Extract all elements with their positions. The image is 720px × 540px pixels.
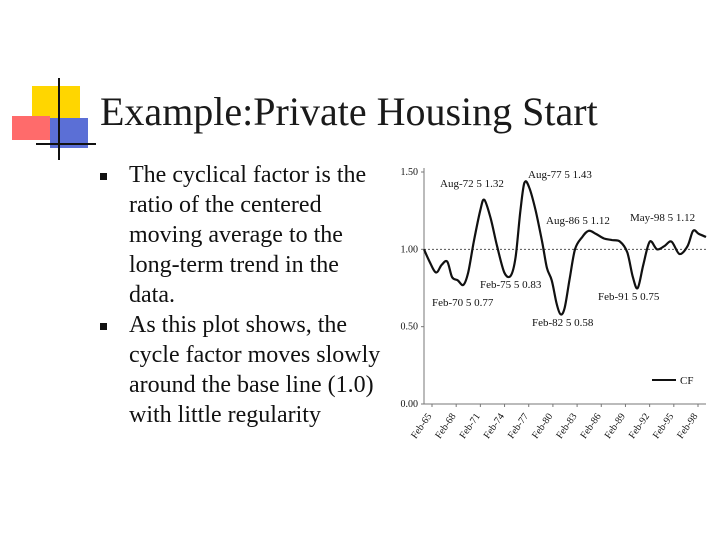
bullet-text: As this plot shows, the cycle factor moves slowly around the base line (1.0) with little regularity (129, 312, 381, 428)
x-tick-label: Feb-77 (505, 411, 532, 441)
x-tick-labels (409, 404, 700, 441)
x-tick-label: Feb-92 (626, 411, 653, 441)
y-tick-label: 0.50 (400, 321, 418, 333)
x-tick-label: Feb-74 (481, 411, 508, 441)
x-tick-label: Feb-83 (554, 411, 580, 441)
annotation-label: Feb-70 5 0.77 (432, 297, 494, 309)
chart-legend (652, 375, 693, 387)
annotation-label: Feb-75 5 0.83 (480, 279, 542, 291)
x-tick-label: Feb-68 (433, 411, 459, 441)
bullet-square-icon (100, 323, 107, 330)
annotation-label: Aug-77 5 1.43 (528, 169, 592, 181)
annotation-label: Aug-86 5 1.12 (546, 215, 610, 227)
x-tick-label: Feb-65 (409, 411, 435, 441)
x-tick-label: Feb-71 (457, 411, 483, 441)
y-tick-label: 1.50 (400, 167, 418, 178)
y-tick-label: 0.00 (400, 399, 418, 410)
decor-red-square (12, 116, 50, 140)
decor-vertical-line (58, 78, 60, 160)
cyclical-factor-chart (388, 158, 718, 458)
x-tick-label: Feb-86 (578, 411, 604, 441)
legend-label: CF (680, 375, 694, 387)
x-tick-label: Feb-98 (675, 411, 701, 441)
x-tick-label: Feb-95 (651, 411, 677, 441)
bullet-square-icon (100, 173, 107, 180)
chart-series (424, 181, 706, 314)
y-tick-label: 1.00 (400, 244, 418, 256)
bullet-text: The cyclical factor is the ratio of the centered moving average to the long-term trend in the data. (129, 162, 367, 308)
chart-axes (424, 168, 706, 404)
slide-title: Example:Private Housing Start (100, 89, 598, 134)
bullet-list (100, 160, 390, 430)
x-tick-label: Feb-80 (530, 411, 556, 441)
bullet-item (100, 160, 390, 310)
annotation-label: Feb-82 5 0.58 (532, 317, 594, 329)
y-tick-labels (401, 167, 425, 410)
series-line-cf (424, 181, 706, 314)
annotation-label: May-98 5 1.12 (630, 212, 696, 224)
x-tick-label: Feb-89 (602, 411, 628, 441)
annotation-label: Feb-91 5 0.75 (598, 291, 660, 303)
bullet-item (100, 310, 390, 430)
decor-horizontal-line (36, 143, 96, 145)
annotation-label: Aug-72 5 1.32 (440, 178, 504, 190)
